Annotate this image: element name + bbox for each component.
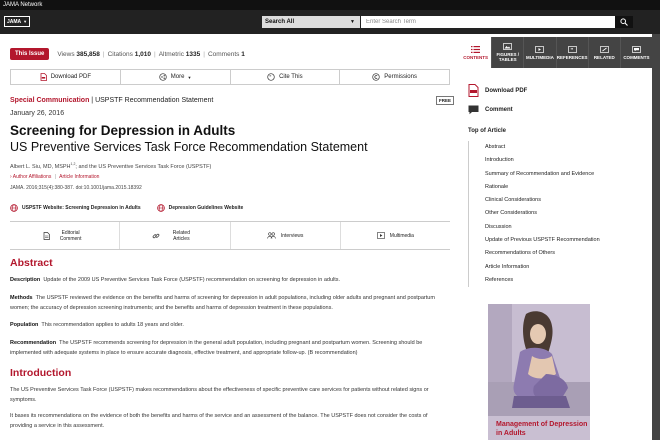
scroll-gutter	[652, 34, 660, 440]
tab-related[interactable]	[588, 37, 620, 68]
play-icon	[535, 46, 544, 53]
population-text: This recommendation applies to adults 18 years and older.	[41, 322, 184, 328]
toc-item[interactable]: Introduction	[485, 157, 514, 164]
chevron-down-icon: ▼	[350, 19, 355, 25]
tab-figures-tables[interactable]	[491, 37, 523, 68]
toc-item[interactable]: Abstract	[485, 144, 506, 150]
download-pdf-button[interactable]	[11, 70, 121, 84]
pdf-icon	[468, 84, 479, 97]
toc-item[interactable]: Summary of Recommendation and Evidence	[485, 170, 595, 177]
publish-date: January 26, 2016	[10, 110, 65, 117]
article-actions	[10, 69, 450, 85]
tab-comments-label: COMMENTS	[623, 54, 650, 60]
comments-metric[interactable]	[208, 51, 245, 58]
altmetric-metric[interactable]	[159, 51, 201, 58]
search-button[interactable]	[615, 16, 633, 28]
permissions-label: Permissions	[384, 74, 417, 80]
author-affiliations-link[interactable]: Author Affiliations	[12, 174, 52, 180]
recommendation-label: Recommendation	[10, 340, 57, 346]
promo-card[interactable]	[488, 304, 590, 440]
jama-logo[interactable]	[4, 16, 30, 27]
divider: |	[54, 174, 57, 180]
article-metrics	[10, 46, 248, 62]
more-label: More	[170, 74, 185, 80]
search-scope-select[interactable]	[262, 16, 360, 28]
abstract-methods	[10, 293, 448, 313]
toc-item[interactable]: Recommendations of Others	[485, 250, 556, 257]
tab-comments[interactable]	[620, 37, 652, 68]
comments-label: Comments	[207, 50, 240, 58]
uspstf-website-label: USPSTF Website: Screening Depression in Adults	[22, 205, 141, 211]
toc-item[interactable]: Other Considerations	[485, 210, 537, 217]
tab-references-label: REFERENCES	[556, 54, 588, 60]
list-icon	[471, 46, 480, 53]
chevron-down-icon: ▼	[23, 19, 28, 24]
depression-illustration	[488, 304, 590, 416]
cite-this-button[interactable]	[231, 70, 341, 84]
abstract-recommendation	[10, 338, 448, 358]
more-button[interactable]	[121, 70, 231, 84]
methods-text: The USPSTF reviewed the evidence on the benefits and harms of screening for depression in adult populations, including older adults and pregnant and postpartum women; the accuracy of depression screening instruments; and the benefits and harms of depression treatment in these populations.	[10, 295, 435, 311]
globe-icon	[157, 204, 165, 212]
quote-icon	[568, 46, 577, 53]
altmetric-label: Altmetric	[158, 50, 184, 58]
abstract-population	[10, 320, 448, 330]
people-icon	[267, 232, 276, 239]
depression-guidelines-label: Depression Guidelines Website	[168, 205, 244, 211]
citations-metric[interactable]	[108, 51, 151, 58]
methods-label: Methods	[10, 295, 33, 301]
toc-item[interactable]: Rationale	[485, 183, 509, 190]
citations-label: Citations	[107, 50, 133, 58]
network-bar	[0, 0, 660, 10]
toc-item[interactable]: References	[485, 276, 514, 283]
link-icon	[152, 232, 160, 240]
introduction-heading: Introduction	[10, 367, 72, 379]
tab-related-label: RELATED	[593, 54, 615, 60]
toc-item[interactable]: Article Information	[485, 263, 530, 270]
tab-contents[interactable]	[460, 37, 491, 68]
svg-text:": "	[269, 75, 272, 81]
recommendation-text: The USPSTF recommends screening for depression in the general adult population, including pregnant and postpartum women. Screening should be implemented with adequate systems in place to ensure accurate diagnosis, effective treatment, and appropriate follow-up. (B recommendation)	[10, 340, 423, 356]
altmetric-score: 1335	[185, 50, 201, 58]
article-main	[0, 34, 458, 440]
article-section	[10, 97, 213, 104]
share-icon	[159, 73, 167, 81]
pdf-icon	[40, 73, 47, 81]
comment-icon	[468, 105, 479, 115]
search-input[interactable]	[361, 16, 615, 28]
sidebar-download-pdf-label: Download PDF	[485, 87, 528, 94]
sidebar-comment[interactable]	[468, 105, 513, 115]
download-pdf-label: Download PDF	[50, 74, 92, 80]
svg-text:": "	[569, 47, 573, 53]
author-name[interactable]: Albert L. Siu, MD, MSPH	[10, 163, 71, 170]
divider: |	[203, 50, 205, 58]
document-icon	[43, 232, 50, 240]
tab-contents-label: CONTENTS	[463, 54, 488, 60]
author-list	[10, 162, 211, 170]
multimedia-label: Multimedia	[389, 232, 414, 239]
globe-icon	[10, 204, 18, 212]
abstract-heading: Abstract	[10, 257, 53, 269]
image-icon	[503, 43, 512, 50]
cite-this-label: Cite This	[279, 74, 303, 80]
search-scope-label: Search All	[265, 19, 295, 25]
this-issue-button[interactable]: This Issue	[10, 48, 49, 60]
article-citation: JAMA. 2016;315(4):380-387. doi:10.1001/jama.2015.18392	[10, 185, 142, 191]
section-type[interactable]: Special Communication	[10, 97, 90, 104]
free-badge: FREE	[436, 96, 454, 105]
toc-item[interactable]: Clinical Considerations	[485, 197, 541, 204]
population-label: Population	[10, 322, 39, 328]
network-label[interactable]: JAMA Network	[3, 2, 43, 8]
section-separator: |	[89, 97, 96, 104]
article-title: Screening for Depression in Adults	[10, 123, 236, 138]
sidebar-download-pdf[interactable]	[468, 84, 527, 97]
article-subtitle: US Preventive Services Task Force Recommendation Statement	[10, 140, 368, 154]
promo-title: Management of Depression in Adults	[496, 421, 588, 437]
search-icon	[620, 18, 628, 26]
external-links	[10, 204, 450, 212]
description-text: Update of the 2009 US Preventive Services Task Force (USPSTF) recommendation on screening for depression in adults.	[43, 277, 341, 283]
editorial-comment-label: Editorial Comment	[59, 229, 82, 242]
tab-figures-tables-label: FIGURES / TABLES	[496, 52, 520, 62]
chevron-right-icon: ›	[10, 174, 12, 180]
views-metric	[57, 51, 100, 58]
author-affiliation-ref[interactable]: 1,2	[70, 162, 76, 166]
chevron-down-icon: ▼	[187, 74, 192, 80]
permissions-button[interactable]	[340, 70, 449, 84]
abstract-description	[10, 275, 448, 285]
citations-count: 1,010	[134, 50, 151, 58]
editorial-comment-link[interactable]	[10, 222, 120, 249]
views-label: Views	[57, 50, 75, 58]
divider: |	[153, 50, 156, 58]
author-group: ; and the US Preventive Services Task Force (USPSTF)	[75, 163, 212, 170]
sidebar-tabs	[460, 37, 652, 68]
tab-multimedia[interactable]	[523, 37, 555, 68]
interviews-label: Interviews	[280, 232, 304, 239]
depression-guidelines-link[interactable]	[157, 204, 244, 212]
related-content-bar	[10, 221, 450, 250]
uspstf-website-link[interactable]	[10, 204, 141, 212]
author-links	[10, 174, 99, 180]
related-articles-label: Related Articles	[172, 229, 190, 242]
multimedia-link[interactable]	[341, 222, 450, 249]
section-subtype: USPSTF Recommendation Statement	[95, 97, 214, 104]
article-information-link[interactable]: Article Information	[59, 174, 100, 180]
article-sidebar	[458, 34, 652, 440]
interviews-link[interactable]	[231, 222, 341, 249]
sidebar-comment-label: Comment	[485, 107, 513, 113]
comment-icon	[632, 46, 641, 53]
copyright-icon	[372, 73, 380, 81]
views-count: 385,858	[76, 50, 100, 58]
tab-multimedia-label: MULTIMEDIA	[525, 54, 554, 60]
toc-heading[interactable]: Top of Article	[468, 128, 506, 134]
play-icon	[377, 232, 385, 239]
table-of-contents	[468, 141, 638, 287]
introduction-paragraph: It bases its recommendations on the evidence of both the benefits and harms of the service and an assessment of the balance. The USPSTF does not consider the costs of providing a service in this assessment.	[10, 413, 428, 429]
tag-icon	[600, 46, 609, 53]
quote-icon	[267, 73, 275, 81]
related-articles-link[interactable]	[120, 222, 230, 249]
description-label: Description	[10, 277, 41, 283]
comments-count: 1	[241, 50, 245, 58]
toc-item[interactable]: Discussion	[485, 223, 512, 230]
tab-references[interactable]	[556, 37, 588, 68]
introduction-paragraph: The US Preventive Services Task Force (USPSTF) makes recommendations about the effectiveness of specific preventive care services for patients without related signs or symptoms.	[10, 387, 429, 403]
logo-text: JAMA	[7, 19, 22, 25]
toc-item[interactable]: Update of Previous USPSTF Recommendation	[485, 237, 600, 244]
divider: |	[102, 50, 105, 58]
